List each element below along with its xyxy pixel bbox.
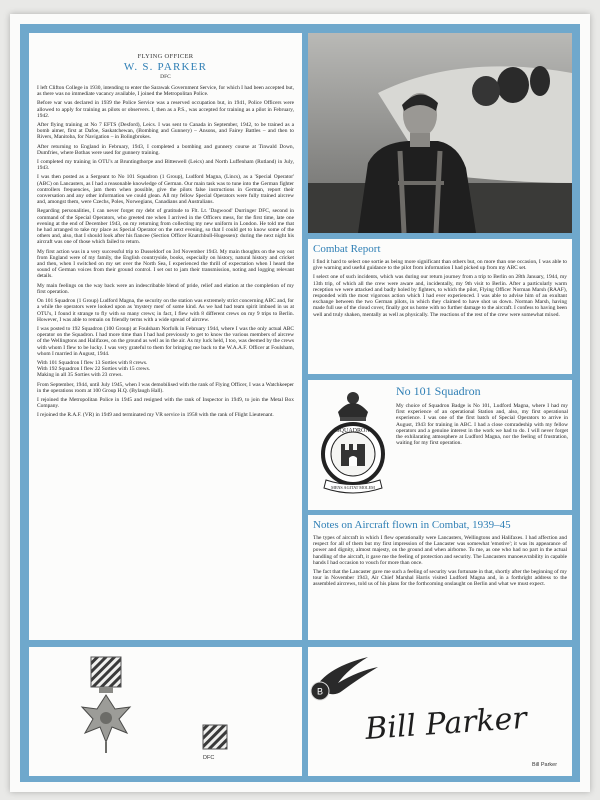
squadron-title: No 101 Squadron [396, 384, 481, 398]
portrait-photo [308, 33, 572, 233]
bio-paragraph: From September, 1944, until July 1945, when I was demobilised with the rank of Flying Officer, I was a Watchkeeper in the operations room at 100 Group H.Q. (Bylaugh Hall). [37, 381, 294, 394]
aircrew-wing-icon [308, 647, 572, 776]
bio-paragraph: After returning to England in February, 1943, I completed a bombing and gunnery course at Tinwald Down, Dumfries, where Bothas were used for gunnery training. [37, 143, 294, 156]
dfc-ribbon-label: DFC [203, 755, 215, 761]
wing-letter: B [316, 686, 324, 697]
badge-ring-text: SQUADRON [336, 428, 370, 434]
airman-photo-illustration [308, 33, 572, 233]
aircraft-notes-panel [308, 515, 572, 640]
combat-paragraph: I find it hard to select one sortie as being more significant than others but, on more than one occasion, I was able to give warning and useful guidance to the pilot from information I had picked up from my ABC set. [313, 259, 567, 272]
signature-caption: Bill Parker [532, 762, 558, 768]
bio-paragraph: Regarding personalities, I can never forget my debt of gratitude to Flt. Lt. 'Dagwood' Durringer DFC, second in command of the Special Operators, who greeted me when I arrived in the Officers mess, for the first time, late one evening at the end of December 1943, on my returning from collecting my new uniform in London. He told me that he had arranged to take my place as Special Operator on the next evening, so that I could get to know some of the others and, also, that I should look after his fiancee (Section Officer Knatchbull-Hugessen): during the next night his aircraft was one of those which failed to return. [37, 208, 294, 246]
handwritten-signature: Bill Parker [364, 700, 528, 747]
bio-paragraph: I rejoined the Metropolitan Police in 1945 and resigned with the rank of Inspector in 1949, to join the Metal Box Company. [37, 396, 294, 410]
bio-paragraph: I rejoined the R.A.F. (VR) in 1949 and terminated my VR service in 1958 with the rank of Flight Lieutenant. [37, 412, 274, 419]
combat-report-panel [308, 239, 572, 374]
biography-panel [29, 33, 302, 640]
squadron-text-block [396, 380, 568, 449]
aircraft-paragraph: The fact that the Lancaster gave me such a feeling of security was fortunate in that, shortly after the beginning of my tour in November 1943, Air Chief Marshal Harris visited Ludford Magna and, in a forthright address to the assembled aircrews, told us of his plans for the forthcoming onslaught on Berlin and what we must expect. [313, 569, 567, 588]
squadron-panel [308, 380, 572, 510]
bio-paragraph: I was posted to 192 Squadron (100 Group) at Foulsham Norfolk in February 1944, where I was the only actual ABC operator on the Squadron. I had more time than I had had previously to get to know the various members of aircrew of the Wellingtons and Halifaxes, on the ground as well as in the air. As my luck held, I too, was deemed by the crews with whom I flew to be lucky. I was very grateful to them for bringing me back to the W.A.A.F. Officer at Foulsham, whom I married in August, 1944. [37, 325, 294, 357]
bio-paragraph: I left Clifton College in 1930, intending to enter the Sarawak Government Service, for which I had been accepted but, as there was no immediate vacancy available, I joined the Metropolitan Police. [37, 85, 294, 98]
combat-paragraph: I select one of such incidents, which was during our return journey from a trip to Berlin on 28th January, 1944, my 13th trip, of which all the crew were aware and, incidentally, my 9th visit to Berlin. After a particularly warm reception we were attacked and badly holed by fighters, to which the pilot, Flying Officer Norman Marsh (RAAF), responded with the most vigorous action which I had ever experienced. I was able to advise him of an exultant exchange between the two German pilots, in which they claimed to have shot us down. Norman Marsh, having made full use of the cloud cover, finally got us home with no further damage to the aircraft. I confess to having been well and truly shaken, mentally as well as physically. The reactions of the rest of the crew were somewhat mixed. [313, 274, 567, 318]
dfc-medal-icon [29, 647, 302, 776]
bio-paragraph: My first action was in a very successful trip to Dusseldorf on 3rd November 1943. My main thoughts on the way out from England were of my family, the English countryside, books, especially on history, natural history and cricket and then, when I switched on my set over the North Sea, I experienced the thrill of expectation when I heard the sound of German voices from their ground control. I set out to jam their transmission, noting and logging relevant details. [37, 248, 294, 280]
aircraft-notes-title: Notes on Aircraft flown in Combat, 1939–45 [313, 519, 511, 531]
bio-paragraph: With 101 Squadron I flew 13 Sorties with 8 crews. With 192 Squadron I flew 22 Sorties with 15 crews. Making in all 35 Sorties with 23 crews. [37, 359, 151, 379]
signature-panel [308, 647, 572, 776]
name-heading: W. S. PARKER [123, 61, 208, 73]
bio-paragraph: Before war was declared in 1939 the Police Service was a reserved occupation but, in 1941, Police Officers were allowed to apply for training as pilots or observers. I, then as a P.S., was accepted for training as a pilot in February, 1942. [37, 100, 294, 119]
rank-heading: FLYING OFFICER [137, 53, 194, 60]
bio-paragraph: On 101 Squadron (1 Group) Ludford Magna, the security on the station was extremely strict concerning ABC and, for a while the operators were looked upon as 'mystery men' of some kind. As we had had team spirit imbued in us at OTU's, I found it strange to fly with so many crews; in fact, I flew with 8 different crews on my 9 trips to Berlin. However, I was able to remain on friendly terms with a wide spread of aircrew. [37, 298, 294, 323]
aircraft-paragraph: The types of aircraft in which I flew operationally were Lancasters, Wellingtons and Halifaxes. I had affection and respect for all of them but my first impression of the Lancaster was somewhat 'emotive'; it was its appearance of power and dignity, almost majesty, on the ground and when airborne. To me, as one who had no part in the actual handling of the aircraft, it gave me the feeling of protection and security. The Lancasters manoeuvrability in capable hands I had occasion to vouch for more than once. [313, 535, 567, 566]
bio-paragraph: After flying training at No 7 EFTS (Desford), Leics. I was sent to Canada in September, 1942, to be trained as a bomb aimer, first at Dafoe, Saskatchewan, (Bombing and Gunnery) – Ansons, and Fairey Battles – and then to Rivers, Manitoba, for Navigation – in Bolingbrokes. [37, 122, 294, 141]
biography-text [37, 85, 294, 419]
medals-panel [29, 647, 302, 776]
squadron-paragraph: My choice of Squadron Badge is No 101, Ludford Magna, where I had my first experience of an operational Station and, also, my first operational experience. I was one of the first batch of Special Operators to arrive in August, 1943 for training in ABC. I had a close comradeship with my fellow operators and a genuine interest in the work we had to do. I will never forget the exhilarating atmosphere at Ludford Magna, nor the feeling of frustration, waiting for my first operation. [396, 403, 568, 447]
combat-report-title: Combat Report [313, 243, 381, 255]
bio-paragraph: I completed my training in OTU's at Bruntingthorpe and Bitteswell (Leics) and North Luffenham (Rutland) in July, 1943. [37, 159, 294, 172]
bio-paragraph: I was then posted as a Sergeant to No 101 Squadron (1 Group), Ludford Magna, (Lincs), as a 'Special Operator' (ABC) on Lancasters, as I had a reasonable knowledge of German. Our main task was to tune into the German fighter controllers frequencies, jam them when possible, give the pilots false instructions in German, report their conversation and any other information we could glean. All my fellow Special Operators were fully trained aircrew and, amongst them, were Czechs, Poles, Norwegians, Canadians and Australians. [37, 174, 294, 206]
squadron-badge-icon [314, 388, 392, 500]
honour-label: DFC [160, 74, 171, 80]
bio-paragraph: My main feelings on the way back were an indescribable blend of pride, relief and elation at the completion of my first operation. [37, 282, 294, 295]
badge-motto-text: MENS AGITAT MOLEM [331, 485, 375, 490]
